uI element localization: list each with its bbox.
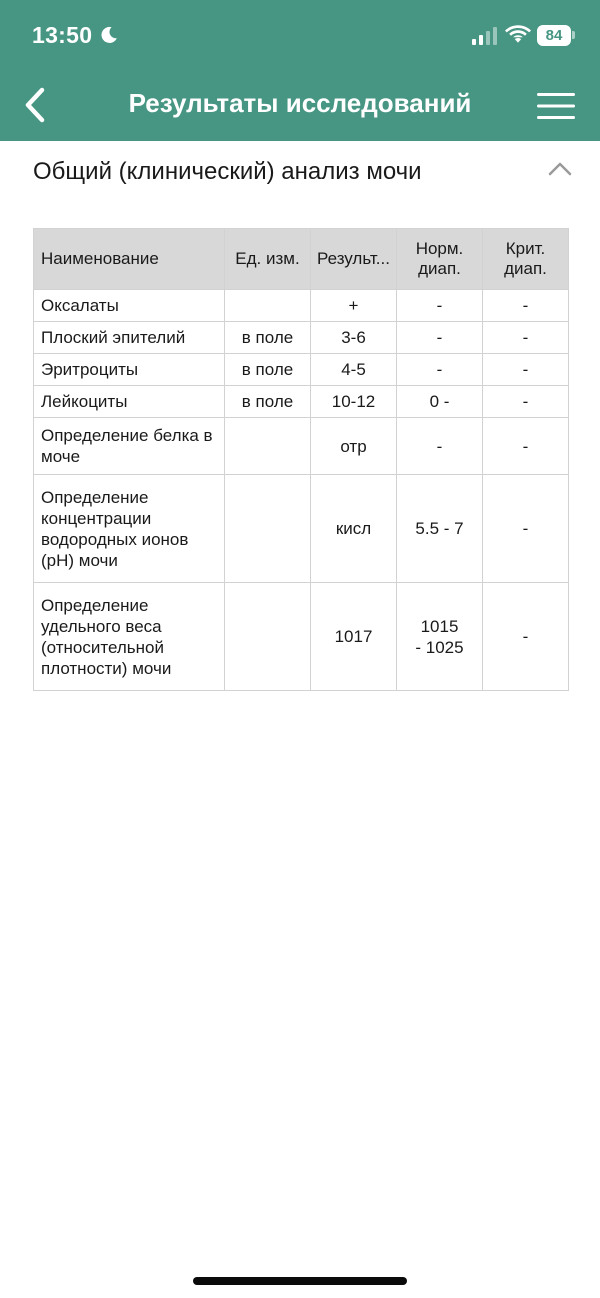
table-row	[34, 583, 569, 691]
moon-icon	[99, 25, 119, 45]
cell-unit	[225, 418, 311, 475]
cell-norm	[397, 583, 483, 691]
cell-result: отр	[311, 418, 397, 475]
cell-result: 3-6	[311, 322, 397, 354]
table-row	[34, 386, 569, 418]
cell-norm: 5.5 - 7	[397, 475, 483, 583]
table-row	[34, 290, 569, 322]
header-crit-range	[483, 229, 569, 290]
cell-crit: -	[483, 290, 569, 322]
header-unit: Ед. изм.	[225, 229, 311, 290]
cell-crit: -	[483, 386, 569, 418]
cell-norm-line1: 1015	[420, 616, 459, 636]
cell-unit	[225, 583, 311, 691]
results-table	[33, 228, 569, 691]
app-header	[0, 0, 600, 141]
cell-unit	[225, 475, 311, 583]
table-row	[34, 354, 569, 386]
cell-name: Плоский эпителий	[34, 322, 225, 354]
table-row	[34, 322, 569, 354]
section-title: Общий (клинический) анализ мочи	[33, 158, 422, 185]
table-row	[34, 475, 569, 583]
header-norm-line2: диап.	[418, 259, 461, 278]
header-norm-range	[397, 229, 483, 290]
wifi-icon	[505, 24, 531, 44]
section-header-toggle[interactable]	[0, 141, 600, 211]
home-indicator[interactable]	[193, 1277, 407, 1285]
cell-result: 1017	[311, 583, 397, 691]
cell-norm: -	[397, 290, 483, 322]
cell-name: Определение белка в моче	[34, 418, 225, 475]
cell-name: Определение удельного веса (относительной плотности) мочи	[34, 583, 225, 691]
table-header-row	[34, 229, 569, 290]
cell-name: Эритроциты	[34, 354, 225, 386]
chevron-up-icon[interactable]	[547, 160, 573, 178]
cell-result: кисл	[311, 475, 397, 583]
header-name: Наименование	[34, 229, 225, 290]
header-result: Результ...	[311, 229, 397, 290]
cell-result: 10-12	[311, 386, 397, 418]
cell-unit	[225, 290, 311, 322]
header-norm-line1: Норм.	[415, 239, 464, 258]
cell-crit: -	[483, 418, 569, 475]
header-crit-line2: диап.	[504, 259, 547, 278]
cell-norm: -	[397, 322, 483, 354]
cell-norm-line2: - 1025	[415, 637, 464, 657]
signal-icon	[472, 27, 498, 45]
table-row	[34, 418, 569, 475]
cell-name: Определение концентрации водородных ионов (pH) мочи	[34, 475, 225, 583]
cell-crit: -	[483, 583, 569, 691]
cell-result: +	[311, 290, 397, 322]
cell-norm: 0 -	[397, 386, 483, 418]
cell-norm: -	[397, 354, 483, 386]
cell-name: Лейкоциты	[34, 386, 225, 418]
cell-crit: -	[483, 322, 569, 354]
battery-nub	[572, 31, 575, 39]
status-time: 13:50	[32, 22, 93, 48]
page-title: Результаты исследований	[128, 88, 472, 118]
cell-crit: -	[483, 475, 569, 583]
cell-unit: в поле	[225, 322, 311, 354]
cell-norm: -	[397, 418, 483, 475]
cell-name: Оксалаты	[34, 290, 225, 322]
cell-crit: -	[483, 354, 569, 386]
battery-icon: 84	[537, 25, 571, 46]
cell-result: 4-5	[311, 354, 397, 386]
hamburger-menu-icon[interactable]	[537, 92, 575, 120]
cell-unit: в поле	[225, 354, 311, 386]
header-crit-line1: Крит.	[505, 239, 546, 258]
cell-unit: в поле	[225, 386, 311, 418]
